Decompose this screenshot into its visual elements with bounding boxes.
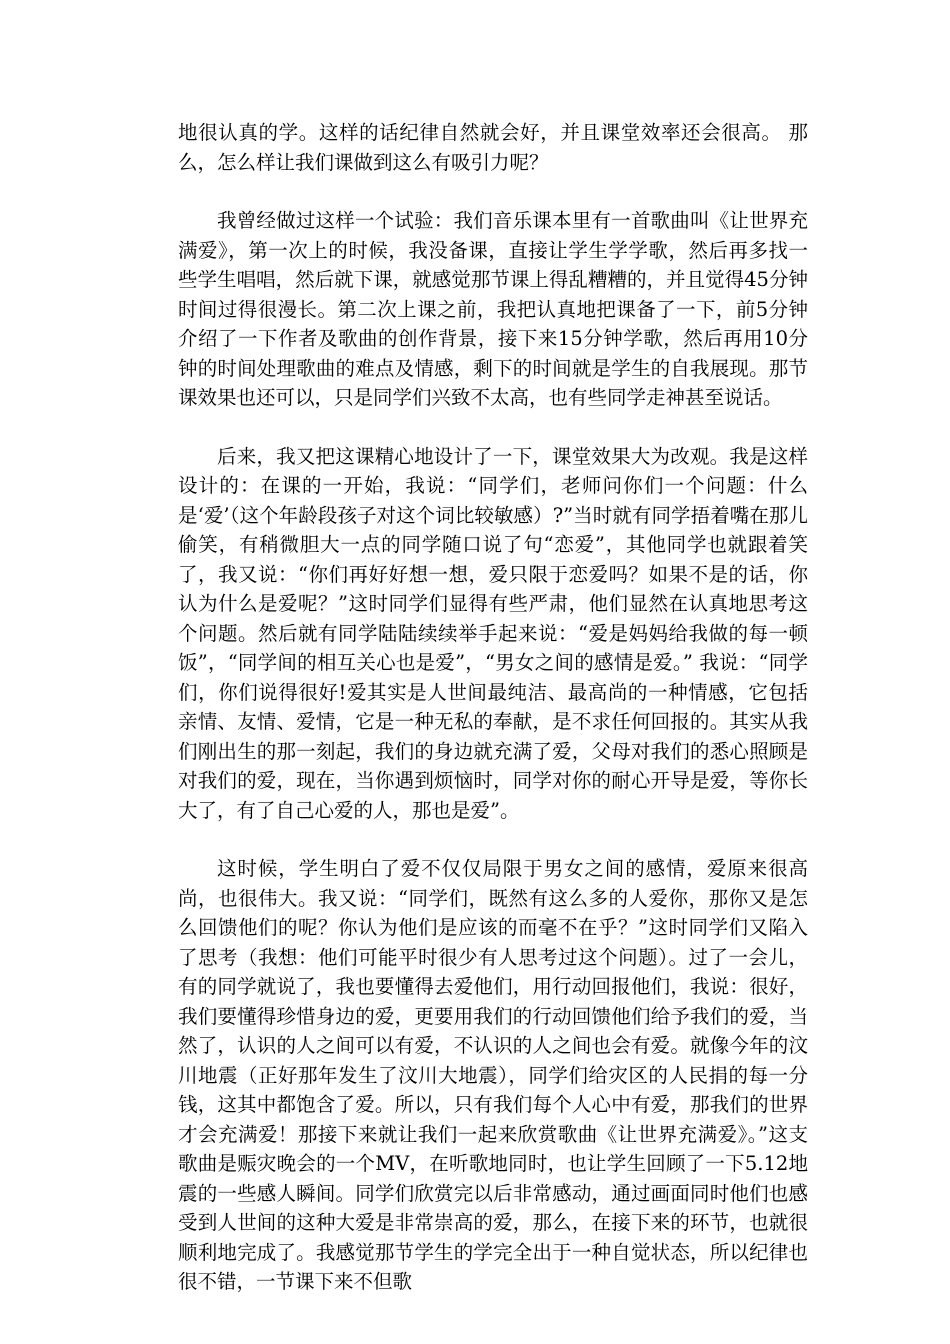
document-page	[178, 118, 808, 1297]
paragraph-redesign: 后来，我又把这课精心地设计了一下，课堂效果大为改观。我是这样设计的：在课的一开始，我说：“同学们，老师问你们一个问题：什么是‘爱’（这个年龄段孩子对这个词比较敏感）?”当时就有同学捂着嘴在那儿偷笑，有稍微胆大一点的同学随口说了句“恋爱”，其他同学也就跟着笑了，我又说：“你们再好好想一想，爱只限于恋爱吗？如果不是的话，你认为什么是爱呢？”这时同学们显得有些严肃，他们显然在认真地思考这个问题。然后就有同学陆陆续续举手起来说：“爱是妈妈给我做的每一顿饭”，“同学间的相互关心也是爱”，“男女之间的感情是爱。” 我说：“同学们，你们说得很好!爱其实是人世间最纯洁、最高尚的一种情感，它包括亲情、友情、爱情，它是一种无私的奉献，是不求任何回报的。其实从我们刚出生的那一刻起，我们的身边就充满了爱，父母对我们的悉心照顾是对我们的爱，现在，当你遇到烦恼时，同学对你的耐心开导是爱，等你长大了，有了自己心爱的人，那也是爱”。	[178, 444, 808, 822]
paragraph-outcome: 这时候，学生明白了爱不仅仅局限于男女之间的感情，爱原来很高尚，也很伟大。我又说：“同学们，既然有这么多的人爱你，那你又是怎么回馈他们的呢？你认为他们是应该的而毫不在乎？”这时同学们又陷入了思考（我想：他们可能平时很少有人思考过这个问题）。过了一会儿，有的同学就说了，我也要懂得去爱他们，用行动回报他们，我说：很好，我们要懂得珍惜身边的爱，更要用我们的行动回馈他们给予我们的爱，当然了，认识的人之间可以有爱，不认识的人之间也会有爱。就像今年的汶川地震（正好那年发生了汶川大地震），同学们给灾区的人民捐的每一分钱，这其中都饱含了爱。所以，只有我们每个人心中有爱，那我们的世界才会充满爱！那接下来就让我们一起来欣赏歌曲《让世界充满爱》。”这支歌曲是赈灾晚会的一个MV，在听歌地同时，也让学生回顾了一下5.12地震的一些感人瞬间。同学们欣赏完以后非常感动，通过画面同时他们也感受到人世间的这种大爱是非常崇高的爱，那么，在接下来的环节，也就很顺利地完成了。我感觉那节学生的学完全出于一种自觉状态，所以纪律也很不错，一节课下来不但歌	[178, 857, 808, 1293]
paragraph-experiment: 我曾经做过这样一个试验：我们音乐课本里有一首歌曲叫《让世界充满爱》，第一次上的时候，我没备课，直接让学生学学歌，然后再多找一些学生唱唱，然后就下课，就感觉那节课上得乱糟糟的，并且觉得45分钟时间过得很漫长。第二次上课之前，我把认真地把课备了一下，前5分钟介绍了一下作者及歌曲的创作背景，接下来15分钟学歌，然后再用10分钟的时间处理歌曲的难点及情感，剩下的时间就是学生的自我展现。那节课效果也还可以，只是同学们兴致不太高，也有些同学走神甚至说话。	[178, 209, 808, 409]
paragraph-continuation: 地很认真的学。这样的话纪律自然就会好，并且课堂效率还会很高。 那么，怎么样让我们课做到这么有吸引力呢？	[178, 121, 808, 174]
